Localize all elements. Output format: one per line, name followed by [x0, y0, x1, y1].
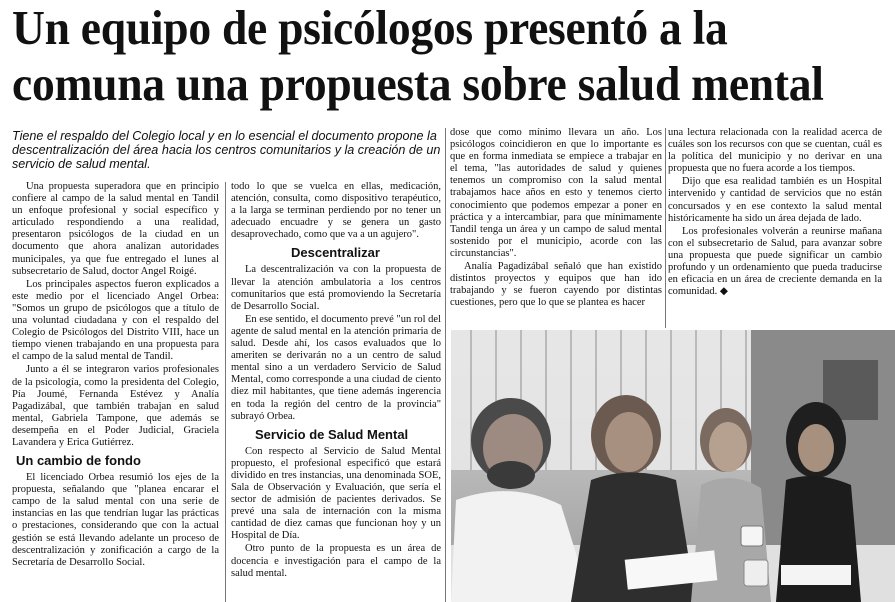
paragraph: Dijo que esa realidad también es un Hospital intervenido y cantidad de servicios que no están concursados y en ese contexto la salud mental históricamente ha sido un área dejada de lado. — [668, 176, 882, 224]
paragraph: todo lo que se vuelca en ellas, medicación, atención, consulta, como dispositivo terapéutico, a la larga se terminan perdiendo por no tener un adecuado encuadre y se genera un gasto desaprovechado, como que va a un agujero". — [231, 181, 441, 241]
paragraph — [668, 226, 882, 299]
paragraph: Junto a él se integraron varios profesionales de la psicología, como la presidenta del Colegio, Pía Joumé, Fernanda Estévez y Analía Pagadizábal, que también trabajan en salud mental, Gabriela Tampone, que además se desempeña en el Poder Judicial, Graciela Lavandera y Erica Gutiérrez. — [12, 364, 219, 448]
headline — [12, 0, 824, 112]
article-column-2 — [231, 181, 441, 602]
paragraph: dose que como mínimo llevara un año. Los psicólogos coincidieron en que lo importante es que en forma inmediata se empiece a trabajar en el tema, "las autoridades de salud y quienes tenemos un compromiso con la salud mental trabajamos hace años en esto y tenemos cierto conocimiento que podemos empezar a poner en práctica y a intercambiar, para que mínimamente Tandil tenga un área y un campo de salud mental sostenido por el municipio, acorde con las circunstancias". — [450, 127, 662, 259]
headline-line-2: comuna una propuesta sobre salud mental — [12, 56, 824, 111]
paragraph: Con respecto al Servicio de Salud Mental propuesto, el profesional especificó que estará dividido en tres instancias, una denominada SOE, Sala de Observación y Evaluación, que sería el sector de admisión de pacientes derivados. Se prevé una sala de internación con la misma cantidad de diez camas que funcionan hoy y un Hospital de Día. — [231, 445, 441, 542]
subheading: Descentralizar — [291, 245, 380, 261]
news-photo — [451, 330, 895, 602]
photo-illustration — [451, 330, 895, 602]
paragraph: Analía Pagadizábal señaló que han existido distintos proyectos y equipos que han ido trabajando y se fueron cayendo por distintas cuestiones, pero que lo que se plantea es hacer — [450, 261, 662, 309]
headline-line-1: Un equipo de psicólogos presentó a la — [12, 0, 728, 55]
subheading: Un cambio de fondo — [16, 453, 141, 469]
lede: Tiene el respaldo del Colegio local y en lo esencial el documento propone la descentralización del área hacia los centros comunitarios y la creación de un servicio de salud mental. — [12, 129, 441, 171]
subheading: Servicio de Salud Mental — [255, 426, 409, 442]
column-rule — [445, 128, 446, 602]
column-rule — [225, 182, 226, 602]
paragraph: En ese sentido, el documento prevé "un rol del agente de salud mental en la atención primaria de salud. Desde ahí, los casos evaluados que lo ameriten se derivarán no a un centro de salud mental sino a un verdadero Servicio de Salud Mental, como corresponde a una ciudad de ciento diez mil habitantes, que tiene además ingerencia en toda la región del centro de la provincia" subrayó Orbea. — [231, 313, 441, 422]
article-column-4 — [668, 127, 882, 327]
column-rule — [665, 128, 666, 328]
article-column-1 — [12, 181, 219, 602]
paragraph: una lectura relacionada con la realidad acerca de cuáles son los recursos con que se cuentan, cuál es la política del municipio y no derivar en una propuesta que no fuera acorde a los tiempos. — [668, 127, 882, 175]
paragraph: La descentralización va con la propuesta de llevar la atención ambulatoria a los centros comunitarios que está promoviendo la Secretaría de Desarrollo Social. — [231, 264, 441, 312]
paragraph: Una propuesta superadora que en principio confiere al campo de la salud mental en Tandil un enfoque profesional y social específico y articulado respondiendo a una realidad, presentaron psicólogos de la ciudad en un documento que ahora analizan autoridades municipales, ya que fue entregado el lunes al subsecretario de Salud, doctor Angel Roigé. — [12, 181, 219, 277]
paragraph: Otro punto de la propuesta es un área de docencia e investigación para el campo de la salud mental. — [231, 543, 441, 579]
end-mark-icon: ◆ — [719, 286, 728, 298]
article-column-3 — [450, 127, 662, 327]
paragraph-text: Los profesionales volverán a reunirse mañana con el subsecretario de Salud, para avanzar sobre una propuesta que puede significar un cambio profundo y un ordenamiento que pueda traducirse en eficacia en un área de creciente demanda en la comunidad. — [668, 225, 882, 298]
paragraph: Los principales aspectos fueron explicados a este medio por el licenciado Angel Orbea: "Somos un grupo de psicólogos que a título de una voluntad ciudadana y con el respaldo del Colegio de Psicólogos del Distrito VIII, hace un tiempo vienen trabajando en una propuesta para el campo de la salud mental de Tandil. — [12, 278, 219, 363]
paragraph: El licenciado Orbea resumió los ejes de la propuesta, señalando que "planea encarar el campo de la salud mental con una serie de instancias en las que tendrían lugar las prácticas o prestaciones, considerando que con la actual gestión se está llevando adelante un proceso de descentralización y zonificación a cargo de la Secretaría de Desarrollo Social. — [12, 472, 219, 568]
